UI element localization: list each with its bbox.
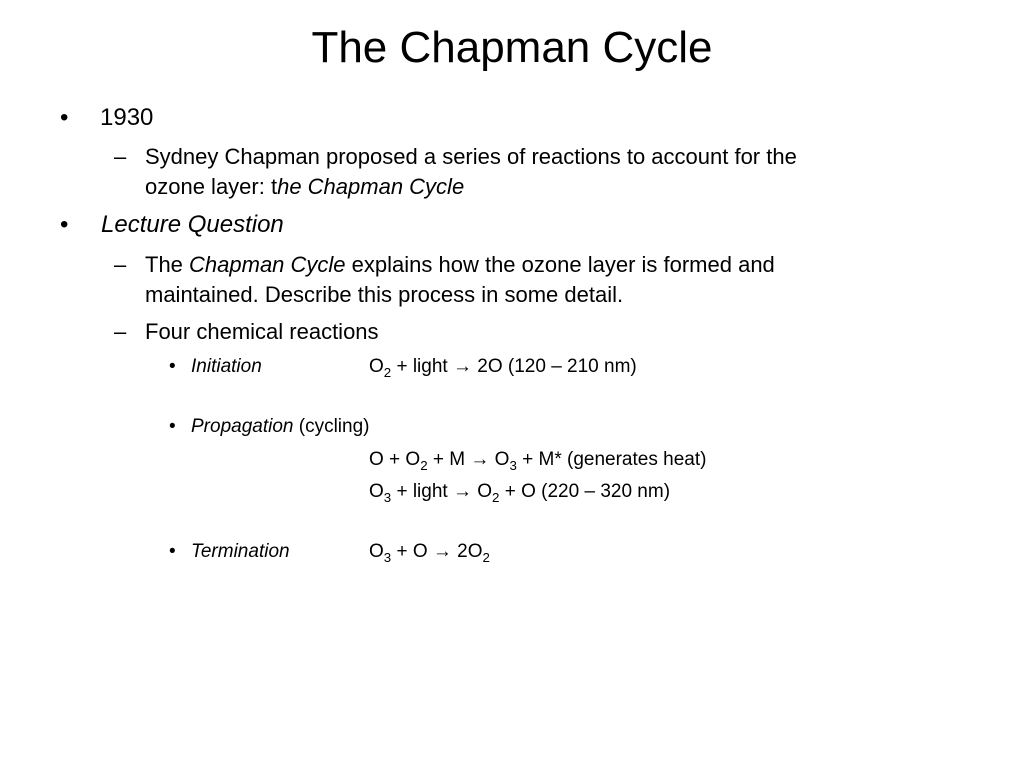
eq-part: 2O (120 – 210 nm) <box>471 356 637 377</box>
bullet-text: 1930 <box>100 104 154 131</box>
eq-part: 2O <box>451 541 483 562</box>
reaction-note: (cycling) <box>293 416 370 437</box>
eq-part: + light <box>391 481 453 502</box>
dash-marker: – <box>114 144 127 169</box>
reaction-label: Termination <box>191 541 290 562</box>
eq-subscript: 3 <box>509 457 517 473</box>
arrow-icon: → <box>452 481 472 502</box>
slide-title: The Chapman Cycle <box>311 23 713 72</box>
dash-marker: – <box>114 252 127 277</box>
arrow-icon: → <box>432 541 452 562</box>
sub-bullet-chapman-proposed-line2 <box>145 173 464 201</box>
arrow-icon: → <box>452 356 472 377</box>
eq-part: O + O <box>369 449 421 470</box>
reaction-label: Propagation <box>191 416 294 437</box>
sub-bullet-chapman-explains-line2: maintained. Describe this process in some detail. <box>145 282 624 307</box>
bullet-marker: • <box>60 104 69 131</box>
propagation-equation-1 <box>369 448 706 472</box>
bullet-marker: • <box>169 416 176 437</box>
sub-bullet-four-reactions <box>114 318 379 346</box>
reaction-label: Initiation <box>191 356 262 377</box>
initiation-equation <box>369 355 637 379</box>
reaction-propagation <box>169 415 370 439</box>
eq-part: + M <box>427 449 471 470</box>
reaction-termination <box>169 540 290 564</box>
sub-bullet-chapman-explains <box>114 251 775 279</box>
bullet-lecture-question <box>60 211 284 239</box>
eq-subscript: 2 <box>383 364 392 380</box>
eq-subscript: 2 <box>482 549 490 565</box>
eq-subscript: 3 <box>383 489 392 505</box>
eq-subscript: 2 <box>492 489 500 505</box>
termination-equation <box>369 540 490 564</box>
bullet-text: Lecture Question <box>101 211 284 238</box>
eq-part: O <box>471 481 493 502</box>
eq-part: + light <box>391 356 453 377</box>
bullet-1930 <box>60 104 154 132</box>
sub-bullet-text-plain: ozone layer: t <box>145 174 278 199</box>
eq-part: + O <box>391 541 433 562</box>
sub-bullet-text <box>145 251 775 279</box>
bullet-marker: • <box>60 211 69 238</box>
reaction-label-group <box>191 415 369 439</box>
eq-part: O <box>369 356 384 377</box>
text-italic: Chapman Cycle <box>189 252 346 277</box>
sub-bullet-text-italic: he Chapman Cycle <box>277 174 465 199</box>
eq-part: + M* (generates heat) <box>516 449 707 470</box>
eq-subscript: 3 <box>383 549 392 565</box>
arrow-icon: → <box>470 449 490 470</box>
sub-bullet-text: Four chemical reactions <box>145 319 379 344</box>
dash-marker: – <box>114 319 127 344</box>
reaction-initiation <box>169 355 262 379</box>
eq-part: O <box>369 541 384 562</box>
propagation-equation-2 <box>369 480 670 504</box>
text-pre: The <box>145 252 190 277</box>
bullet-marker: • <box>169 356 176 377</box>
bullet-marker: • <box>169 541 176 562</box>
sub-bullet-chapman-proposed <box>114 143 797 171</box>
eq-part: O <box>489 449 510 470</box>
eq-part: O <box>369 481 384 502</box>
text-post: explains how the ozone layer is formed and <box>345 252 775 277</box>
sub-bullet-text: Sydney Chapman proposed a series of reactions to account for the <box>145 144 797 169</box>
eq-part: + O (220 – 320 nm) <box>499 481 671 502</box>
eq-subscript: 2 <box>420 457 428 473</box>
